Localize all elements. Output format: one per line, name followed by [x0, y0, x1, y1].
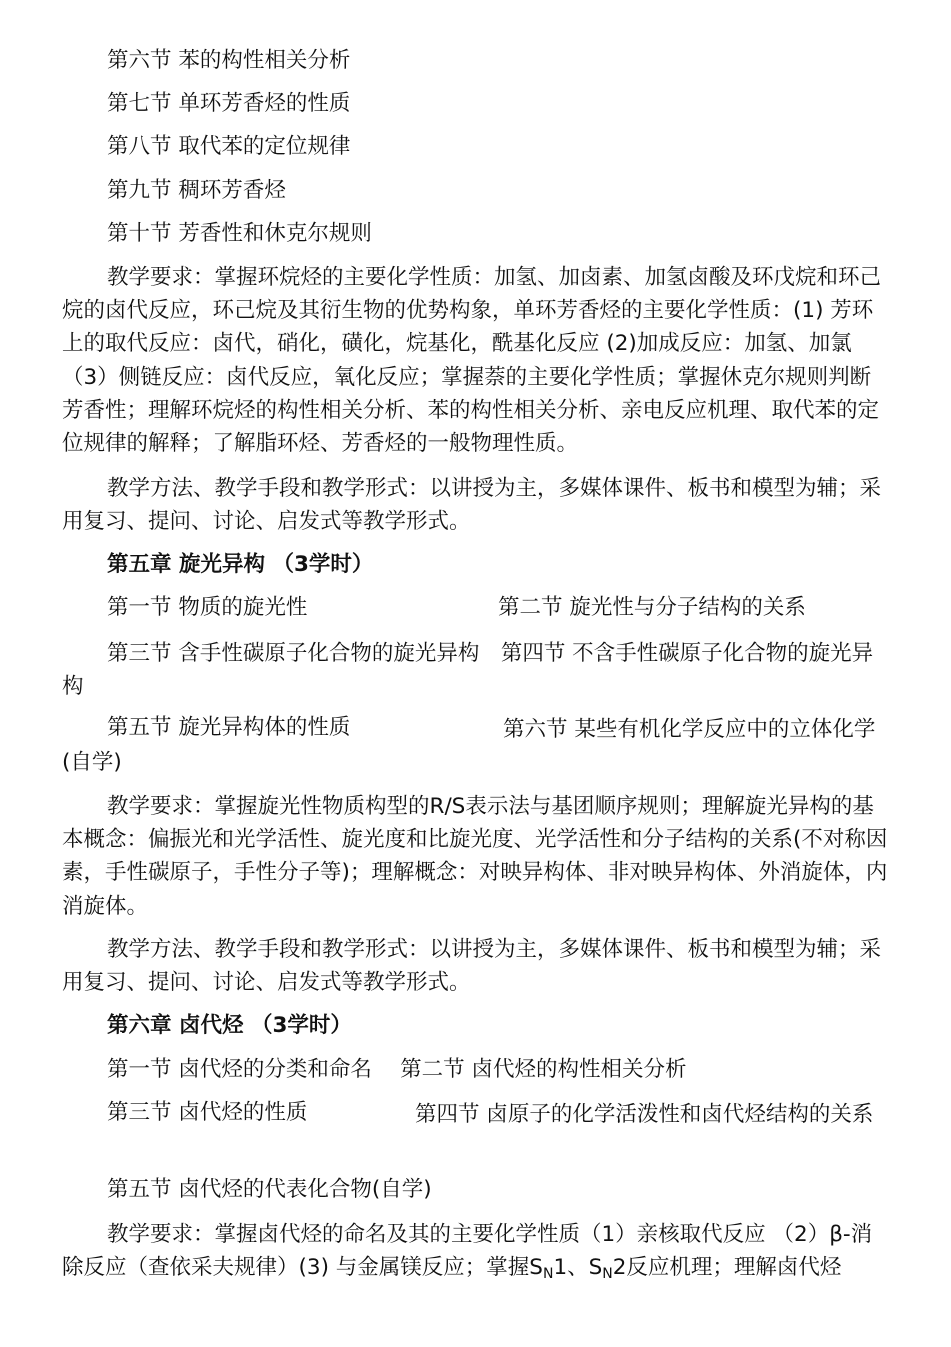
ch6-section-3: 第三节 卤代烃的性质 — [107, 1100, 308, 1125]
ch5-section-6: 第六节 某些有机化学反应中的立体化学(自学) — [62, 717, 876, 776]
ch5-requirements-paragraph: 教学要求：掌握旋光性物质构型的R/S表示法与基团顺序规则；理解旋光异构的基本概念：偏振光和光学活性、旋光度和比旋光度、光学活性和分子结构的关系(不对称因素，手性碳原子，手性分子等)；理解概念：对映异构体、非对映异构体、外消旋体，内消旋体。 — [62, 794, 888, 919]
ch4-requirements-paragraph: 教学要求：掌握环烷烃的主要化学性质：加氢、加卤素、加氢卤酸及环戊烷和环己烷的卤代反应，环己烷及其衍生物的优势构象，单环芳香烃的主要化学性质：(1) 芳环上的取代反应：卤代，硝化，磺化，烷基化，酰基化反应 (2)加成反应：加氢、加氯 （3）侧链反应：卤代反应，氧化反应；掌握萘的主要化学性质；掌握休克尔规则判断芳香性；理解环烷烃的构性相关分析、苯的构性相关分析、亲电反应机理、取代苯的定位规律的解释；了解脂环烃、芳香烃的一般物理性质。 — [62, 265, 882, 457]
ch5-sections-3-4: 第三节 含手性碳原子化合物的旋光异构 第四节 不含手性碳原子化合物的旋光异构 — [62, 641, 874, 700]
section-line: 第十节 芳香性和休克尔规则 — [107, 221, 372, 246]
section-line: 第七节 单环芳香烃的性质 — [107, 91, 351, 116]
req-text-1: 教学要求：掌握卤代烃的命名及其的主要化学性质（1）亲核取代反应 （2）β-消除反应（查依采夫规律）(3) 与金属镁反应；掌握S — [62, 1222, 873, 1281]
ch5-section-2: 第二节 旋光性与分子结构的关系 — [498, 595, 806, 620]
req-text-3: 2反应机理；理解卤代烃 — [612, 1255, 842, 1281]
ch6-requirements-paragraph — [62, 1218, 892, 1291]
ch5-methods-paragraph: 教学方法、教学手段和教学形式：以讲授为主，多媒体课件、板书和模型为辅；采用复习、提问、讨论、启发式等教学形式。 — [62, 937, 882, 996]
ch5-section-1: 第一节 物质的旋光性 — [107, 595, 308, 620]
req-sub-2: N — [602, 1266, 613, 1283]
section-line: 第六节 苯的构性相关分析 — [107, 48, 351, 73]
chapter5-title: 第五章 旋光异构 （3学时） — [107, 552, 374, 577]
ch6-section-4: 第四节 卤原子的化学活泼性和卤代烃结构的关系 — [415, 1102, 874, 1127]
ch4-methods-paragraph: 教学方法、教学手段和教学形式：以讲授为主，多媒体课件、板书和模型为辅；采用复习、提问、讨论、启发式等教学形式。 — [62, 476, 882, 535]
section-line: 第九节 稠环芳香烃 — [107, 178, 286, 203]
ch6-section-5: 第五节 卤代烃的代表化合物(自学) — [107, 1177, 432, 1202]
req-sub-1: N — [542, 1266, 554, 1283]
chapter6-title: 第六章 卤代烃 （3学时） — [107, 1013, 352, 1038]
req-text-2: 1、S — [553, 1255, 603, 1281]
ch6-sections-1-2: 第一节 卤代烃的分类和命名 第二节 卤代烃的构性相关分析 — [107, 1057, 687, 1082]
ch5-section-5: 第五节 旋光异构体的性质 — [107, 715, 351, 740]
section-line: 第八节 取代苯的定位规律 — [107, 134, 351, 159]
